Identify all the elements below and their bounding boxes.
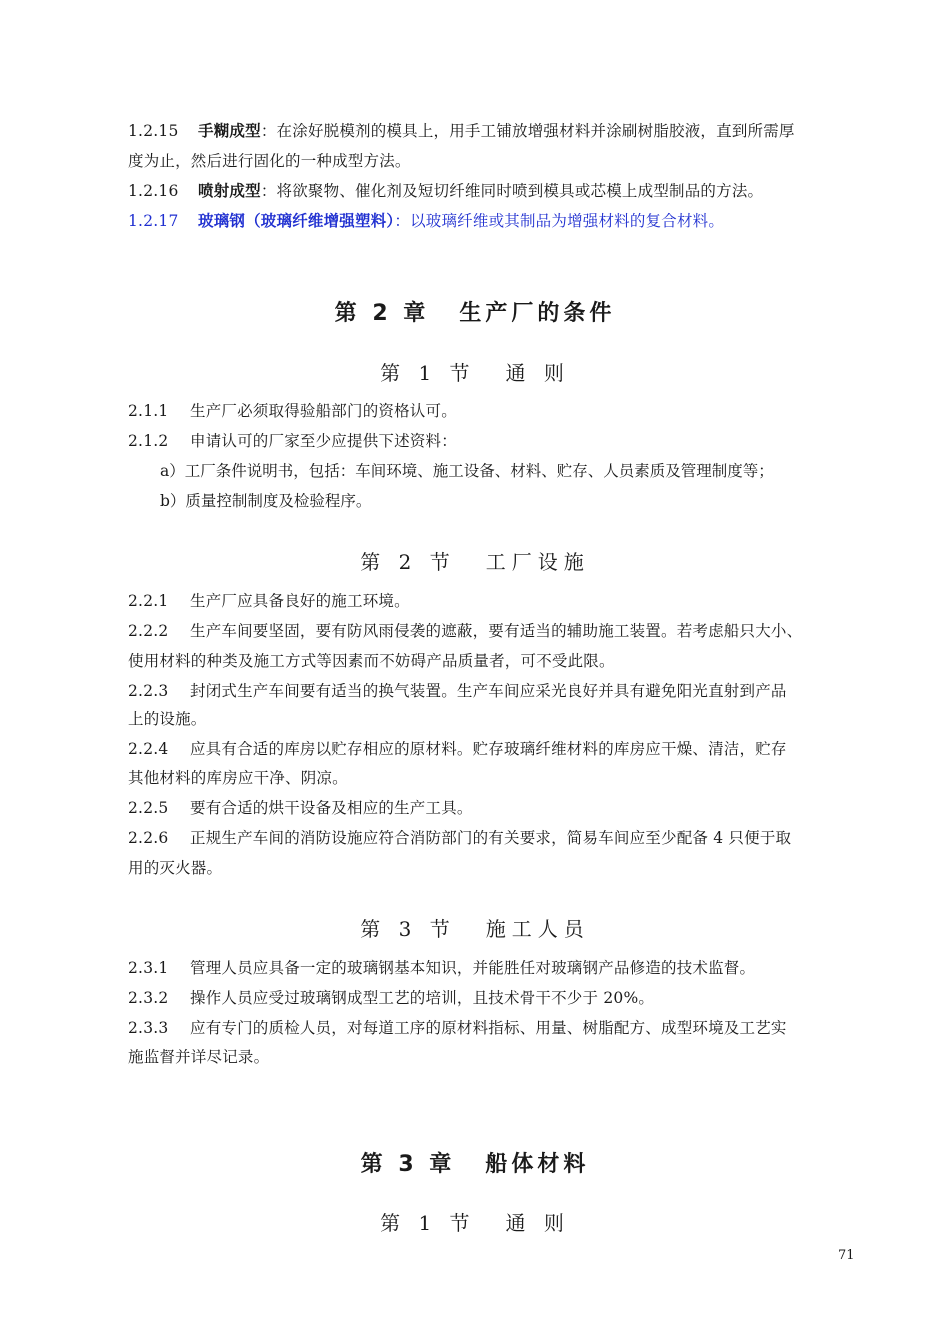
chapter-3-heading bbox=[0, 1147, 950, 1178]
clause-number: 2.3.2 bbox=[128, 989, 169, 1007]
clause-text: 生产车间要坚固，要有防风雨侵袭的遮蔽，要有适当的辅助施工装置。若考虑船只大小、 bbox=[190, 622, 803, 640]
definition-text: 将欲聚物、催化剂及短切纤维同时喷到模具或芯模上成型制品的方法。 bbox=[276, 182, 764, 200]
separator: ： bbox=[260, 182, 277, 200]
clause-2-3-3 bbox=[128, 1013, 863, 1043]
section-3-1-heading bbox=[0, 1207, 950, 1236]
section-label: 第 1 节 bbox=[380, 1211, 476, 1235]
clause-2-3-3-cont: 施监督并详尽记录。 bbox=[128, 1048, 270, 1066]
page-number: 71 bbox=[838, 1248, 855, 1263]
section-2-3-heading bbox=[0, 913, 950, 942]
clause-2-2-1 bbox=[128, 586, 863, 616]
definition-1-2-16 bbox=[128, 176, 863, 206]
clause-text: 要有合适的烘干设备及相应的生产工具。 bbox=[190, 799, 473, 817]
clause-2-2-5 bbox=[128, 793, 863, 823]
chapter-2-heading bbox=[0, 296, 950, 327]
clause-text: 操作人员应受过玻璃钢成型工艺的培训，且技术骨干不少于 20%。 bbox=[190, 989, 655, 1007]
clause-number: 2.2.4 bbox=[128, 740, 169, 758]
clause-number: 2.1.2 bbox=[128, 432, 169, 450]
clause-number: 1.2.16 bbox=[128, 182, 179, 200]
clause-number: 2.3.1 bbox=[128, 959, 169, 977]
clause-2-1-2-item-a: a）工厂条件说明书，包括：车间环境、施工设备、材料、贮存、人员素质及管理制度等； bbox=[160, 462, 774, 480]
clause-2-3-2 bbox=[128, 983, 863, 1013]
clause-number: 2.2.1 bbox=[128, 592, 169, 610]
separator: ： bbox=[394, 212, 411, 230]
chapter-title: 生产厂的条件 bbox=[459, 301, 616, 326]
clause-text: 生产厂必须取得验船部门的资格认可。 bbox=[190, 402, 457, 420]
definition-1-2-15-cont: 度为止，然后进行固化的一种成型方法。 bbox=[128, 152, 411, 170]
section-2-1-heading bbox=[0, 357, 950, 386]
clause-text: 申请认可的厂家至少应提供下述资料： bbox=[190, 432, 457, 450]
clause-text: 应具有合适的库房以贮存相应的原材料。贮存玻璃纤维材料的库房应干燥、清洁，贮存 bbox=[190, 740, 787, 758]
term: 玻璃钢（玻璃纤维增强塑料） bbox=[198, 212, 395, 230]
clause-2-2-3-cont: 上的设施。 bbox=[128, 710, 207, 728]
clause-2-2-2 bbox=[128, 616, 863, 646]
section-label: 第 3 节 bbox=[360, 917, 456, 941]
definition-1-2-17 bbox=[128, 206, 863, 236]
clause-text: 管理人员应具备一定的玻璃钢基本知识，并能胜任对玻璃钢产品修造的技术监督。 bbox=[190, 959, 756, 977]
definition-1-2-15 bbox=[128, 116, 863, 146]
chapter-label: 第 2 章 bbox=[334, 301, 430, 326]
clause-2-3-1 bbox=[128, 953, 863, 983]
section-2-2-heading bbox=[0, 546, 950, 575]
separator: ： bbox=[260, 122, 277, 140]
clause-number: 2.2.6 bbox=[128, 829, 169, 847]
clause-number: 2.1.1 bbox=[128, 402, 169, 420]
clause-text: 封闭式生产车间要有适当的换气装置。生产车间应采光良好并具有避免阳光直射到产品 bbox=[190, 682, 787, 700]
clause-number: 1.2.15 bbox=[128, 122, 179, 140]
clause-2-1-2-item-b: b）质量控制制度及检验程序。 bbox=[160, 492, 372, 510]
section-title: 通 则 bbox=[505, 1211, 570, 1235]
clause-2-2-4 bbox=[128, 734, 863, 764]
definition-text: 在涂好脱模剂的模具上，用手工铺放增强材料并涂刷树脂胶液，直到所需厚 bbox=[276, 122, 795, 140]
clause-number: 2.3.3 bbox=[128, 1019, 169, 1037]
chapter-title: 船体材料 bbox=[485, 1152, 590, 1177]
term: 喷射成型 bbox=[198, 182, 261, 200]
clause-number: 2.2.3 bbox=[128, 682, 169, 700]
clause-2-2-4-cont: 其他材料的库房应干净、阴凉。 bbox=[128, 769, 348, 787]
term: 手糊成型 bbox=[198, 122, 261, 140]
clause-2-2-6-cont: 用的灭火器。 bbox=[128, 859, 223, 877]
clause-number: 2.2.2 bbox=[128, 622, 169, 640]
section-title: 通 则 bbox=[505, 361, 570, 385]
clause-text: 正规生产车间的消防设施应符合消防部门的有关要求，简易车间应至少配备 4 只便于取 bbox=[190, 829, 792, 847]
clause-text: 应有专门的质检人员，对每道工序的原材料指标、用量、树脂配方、成型环境及工艺实 bbox=[190, 1019, 787, 1037]
clause-number: 2.2.5 bbox=[128, 799, 169, 817]
chapter-label: 第 3 章 bbox=[360, 1152, 456, 1177]
section-title: 施工人员 bbox=[485, 917, 590, 941]
definition-text: 以玻璃纤维或其制品为增强材料的复合材料。 bbox=[410, 212, 725, 230]
clause-2-1-1 bbox=[128, 396, 863, 426]
clause-text: 生产厂应具备良好的施工环境。 bbox=[190, 592, 410, 610]
clause-2-2-6 bbox=[128, 823, 863, 853]
clause-number: 1.2.17 bbox=[128, 212, 179, 230]
clause-2-1-2 bbox=[128, 426, 863, 456]
clause-2-2-2-cont: 使用材料的种类及施工方式等因素而不妨碍产品质量者，可不受此限。 bbox=[128, 652, 615, 670]
clause-2-2-3 bbox=[128, 676, 863, 706]
section-label: 第 1 节 bbox=[380, 361, 476, 385]
section-title: 工厂设施 bbox=[485, 550, 590, 574]
section-label: 第 2 节 bbox=[360, 550, 456, 574]
